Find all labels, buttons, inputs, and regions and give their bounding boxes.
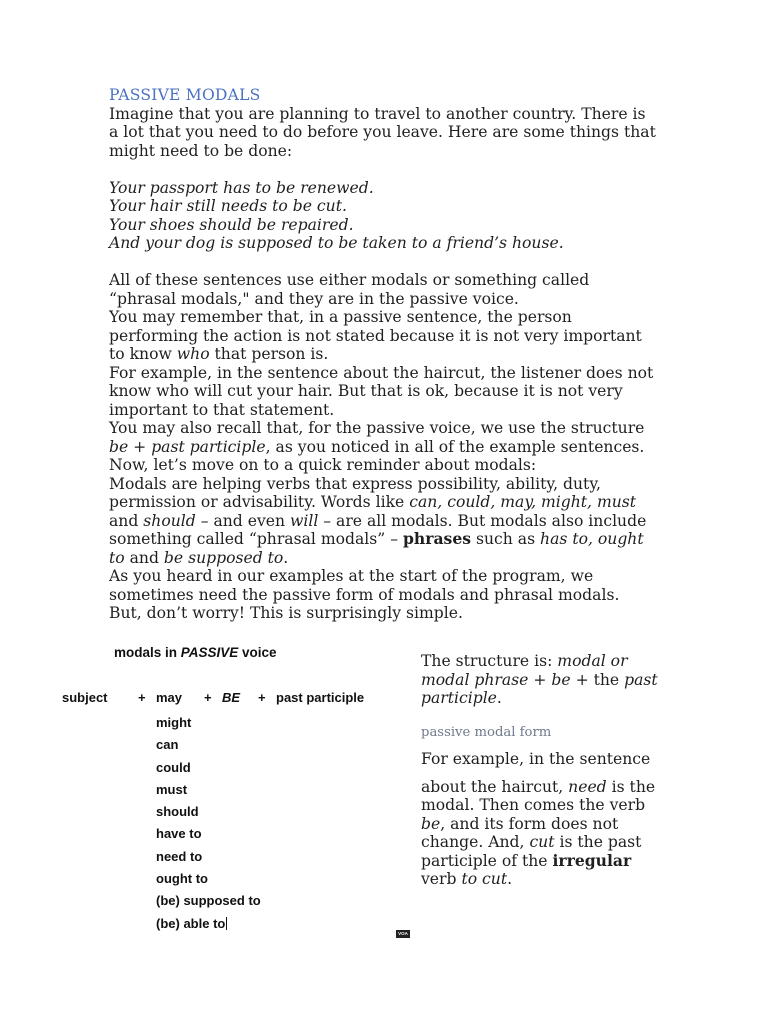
modal-form: ought to (156, 871, 208, 887)
image-caption: passive modal form (421, 724, 552, 740)
modal-forms-list (156, 712, 261, 935)
paragraph: You may remember that, in a passive sentence, the person performing the action is not stated because it is not very important to know who that person is. (109, 308, 642, 363)
structure-sidebar (421, 652, 661, 889)
modal-form: can (156, 737, 179, 753)
page-title: PASSIVE MODALS (109, 86, 261, 104)
modal-form: might (156, 715, 192, 730)
paragraph: For example, in the sentence about the haircut, the listener does not know who will cut your hair. But that is ok, because it is not very important to that statement. (109, 363, 654, 419)
modal-form: have to (156, 826, 202, 842)
intro-paragraph: Imagine that you are planning to travel to another country. There is a lot that you need to do before you leave. Here are some things that might need to be done: (109, 104, 656, 160)
modal-form: need to (156, 848, 203, 864)
modal-form: (be) able to (156, 915, 226, 931)
paragraph: Modals are helping verbs that express possibility, ability, duty, permission or advisability. Words like can, could, may, might, must and should – and even will – are all modals. But modals also include something called “phrasal modals” – phrases such as has to, ought to and be supposed to. (109, 474, 647, 567)
voa-logo: VOA (396, 930, 410, 938)
subject-label: subject (62, 690, 108, 705)
example-list (109, 179, 659, 253)
modal-form: must (156, 781, 188, 797)
plus-sign: + (258, 690, 266, 705)
example-sentence: Your shoes should be repaired. (109, 215, 354, 234)
paragraph: Now, let’s move on to a quick reminder about modals: (109, 456, 537, 474)
plus-sign: + (138, 690, 146, 705)
modal-label: may (156, 690, 183, 705)
paragraph: You may also recall that, for the passive voice, we use the structure be + past participle, as you noticed in all of the example sentences. (109, 419, 645, 456)
paragraph: All of these sentences use either modals or something called “phrasal modals," and they are in the passive voice. (109, 271, 590, 308)
chart-title: modals in PASSIVE voice (114, 645, 277, 660)
example-sentence: Your hair still needs to be cut. (109, 197, 347, 215)
structure-text: The structure is: modal or modal phrase + be + the past participle. (421, 652, 658, 707)
modal-form: (be) supposed to (156, 893, 261, 909)
be-label: BE (222, 690, 241, 705)
example-sentence: Your passport has to be renewed. (109, 178, 374, 197)
modal-form: could (156, 759, 191, 775)
past-participle-label: past participle (276, 690, 365, 705)
example-text: about the haircut, need is the modal. Then comes the verb be, and its form does not change. And, cut is the past participle of the irregular verb to cut. (421, 777, 656, 888)
paragraph: But, don’t worry! This is surprisingly simple. (109, 604, 463, 622)
plus-sign: + (204, 690, 212, 705)
paragraph: As you heard in our examples at the start of the program, we sometimes need the passive form of modals and phrasal modals. (109, 567, 620, 604)
article-body (109, 86, 659, 623)
text-cursor (226, 917, 227, 930)
example-text-line: For example, in the sentence (421, 750, 651, 768)
example-sentence: And your dog is supposed to be taken to a friend’s house. (109, 234, 564, 252)
modal-chart-image (58, 640, 398, 945)
modal-form: should (156, 804, 199, 820)
